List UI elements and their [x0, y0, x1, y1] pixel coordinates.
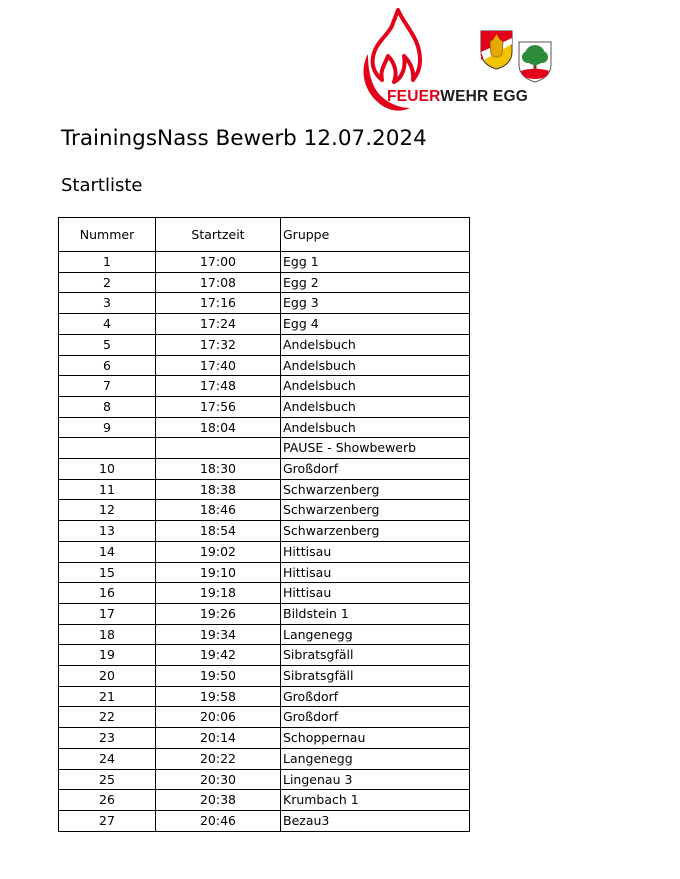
cell-nummer: 1 [59, 252, 156, 273]
cell-startzeit: 20:14 [156, 728, 281, 749]
cell-startzeit [156, 438, 281, 459]
table-row [59, 272, 470, 293]
table-row [59, 293, 470, 314]
cell-gruppe: Andelsbuch [281, 334, 470, 355]
cell-startzeit: 18:38 [156, 479, 281, 500]
cell-gruppe: Schwarzenberg [281, 521, 470, 542]
cell-startzeit: 19:26 [156, 603, 281, 624]
table-row [59, 541, 470, 562]
cell-gruppe: Egg 1 [281, 252, 470, 273]
cell-gruppe: Bezau3 [281, 810, 470, 831]
cell-nummer: 3 [59, 293, 156, 314]
cell-startzeit: 19:18 [156, 583, 281, 604]
table-row [59, 666, 470, 687]
header-gruppe: Gruppe [281, 218, 470, 252]
cell-startzeit: 20:38 [156, 790, 281, 811]
cell-gruppe: Egg 3 [281, 293, 470, 314]
cell-startzeit: 17:08 [156, 272, 281, 293]
cell-startzeit: 18:46 [156, 500, 281, 521]
cell-gruppe: Sibratsgfäll [281, 645, 470, 666]
table-row [59, 479, 470, 500]
cell-startzeit: 17:16 [156, 293, 281, 314]
cell-nummer: 24 [59, 748, 156, 769]
logo-text-red: FEUER [387, 88, 441, 105]
cell-nummer: 4 [59, 314, 156, 335]
logo-text-dark: WEHR EGG [440, 88, 528, 105]
cell-nummer: 15 [59, 562, 156, 583]
table-row [59, 624, 470, 645]
header-nummer: Nummer [59, 218, 156, 252]
cell-nummer: 26 [59, 790, 156, 811]
cell-gruppe: Egg 4 [281, 314, 470, 335]
cell-nummer: 14 [59, 541, 156, 562]
cell-startzeit: 17:00 [156, 252, 281, 273]
cell-gruppe: Andelsbuch [281, 355, 470, 376]
cell-gruppe: Krumbach 1 [281, 790, 470, 811]
table-row [59, 521, 470, 542]
cell-gruppe: Hittisau [281, 562, 470, 583]
cell-nummer: 7 [59, 376, 156, 397]
cell-nummer: 19 [59, 645, 156, 666]
table-row [59, 810, 470, 831]
cell-nummer: 12 [59, 500, 156, 521]
cell-startzeit: 17:56 [156, 396, 281, 417]
cell-startzeit: 18:04 [156, 417, 281, 438]
table-row [59, 438, 470, 459]
cell-startzeit: 19:34 [156, 624, 281, 645]
cell-startzeit: 19:42 [156, 645, 281, 666]
table-body [59, 252, 470, 832]
fire-brigade-crest-icon [480, 30, 513, 70]
cell-nummer: 2 [59, 272, 156, 293]
cell-gruppe: Sibratsgfäll [281, 666, 470, 687]
cell-nummer: 5 [59, 334, 156, 355]
cell-nummer: 27 [59, 810, 156, 831]
start-list-table [58, 217, 470, 832]
cell-nummer: 21 [59, 686, 156, 707]
cell-nummer: 13 [59, 521, 156, 542]
cell-nummer [59, 438, 156, 459]
table-row [59, 583, 470, 604]
cell-nummer: 18 [59, 624, 156, 645]
table-row [59, 707, 470, 728]
cell-gruppe: PAUSE - Showbewerb [281, 438, 470, 459]
cell-nummer: 22 [59, 707, 156, 728]
cell-startzeit: 17:48 [156, 376, 281, 397]
table-row [59, 334, 470, 355]
municipal-coat-of-arms-icon [518, 41, 552, 83]
cell-nummer: 9 [59, 417, 156, 438]
cell-startzeit: 20:30 [156, 769, 281, 790]
cell-nummer: 6 [59, 355, 156, 376]
cell-startzeit: 20:46 [156, 810, 281, 831]
table-row [59, 500, 470, 521]
cell-startzeit: 19:58 [156, 686, 281, 707]
cell-startzeit: 18:30 [156, 459, 281, 480]
cell-startzeit: 20:06 [156, 707, 281, 728]
table-row [59, 417, 470, 438]
table-row [59, 728, 470, 749]
table-row [59, 314, 470, 335]
table-row [59, 252, 470, 273]
cell-gruppe: Bildstein 1 [281, 603, 470, 624]
cell-startzeit: 17:32 [156, 334, 281, 355]
cell-gruppe: Großdorf [281, 459, 470, 480]
table-row [59, 459, 470, 480]
table-row [59, 376, 470, 397]
table-row [59, 645, 470, 666]
table-row [59, 396, 470, 417]
cell-nummer: 10 [59, 459, 156, 480]
cell-gruppe: Schwarzenberg [281, 500, 470, 521]
header-startzeit: Startzeit [156, 218, 281, 252]
cell-gruppe: Langenegg [281, 624, 470, 645]
table-row [59, 562, 470, 583]
table-row [59, 686, 470, 707]
cell-startzeit: 19:02 [156, 541, 281, 562]
cell-nummer: 25 [59, 769, 156, 790]
cell-startzeit: 20:22 [156, 748, 281, 769]
cell-nummer: 16 [59, 583, 156, 604]
cell-gruppe: Langenegg [281, 748, 470, 769]
fire-brigade-logo [358, 8, 558, 118]
cell-nummer: 17 [59, 603, 156, 624]
cell-gruppe: Egg 2 [281, 272, 470, 293]
cell-startzeit: 19:50 [156, 666, 281, 687]
table-row [59, 603, 470, 624]
document-title: TrainingsNass Bewerb 12.07.2024 [61, 126, 427, 151]
cell-gruppe: Andelsbuch [281, 396, 470, 417]
cell-gruppe: Schoppernau [281, 728, 470, 749]
table-row [59, 769, 470, 790]
table-row [59, 748, 470, 769]
cell-nummer: 23 [59, 728, 156, 749]
document-subtitle: Startliste [61, 175, 143, 196]
cell-nummer: 8 [59, 396, 156, 417]
cell-gruppe: Schwarzenberg [281, 479, 470, 500]
cell-gruppe: Großdorf [281, 707, 470, 728]
cell-gruppe: Großdorf [281, 686, 470, 707]
cell-startzeit: 17:24 [156, 314, 281, 335]
table-header-row [59, 218, 470, 252]
cell-startzeit: 18:54 [156, 521, 281, 542]
cell-startzeit: 19:10 [156, 562, 281, 583]
cell-gruppe: Hittisau [281, 583, 470, 604]
cell-gruppe: Lingenau 3 [281, 769, 470, 790]
cell-gruppe: Andelsbuch [281, 376, 470, 397]
cell-gruppe: Andelsbuch [281, 417, 470, 438]
cell-startzeit: 17:40 [156, 355, 281, 376]
table-row [59, 355, 470, 376]
logo-wordmark [387, 88, 528, 106]
cell-gruppe: Hittisau [281, 541, 470, 562]
cell-nummer: 20 [59, 666, 156, 687]
cell-nummer: 11 [59, 479, 156, 500]
table-row [59, 790, 470, 811]
